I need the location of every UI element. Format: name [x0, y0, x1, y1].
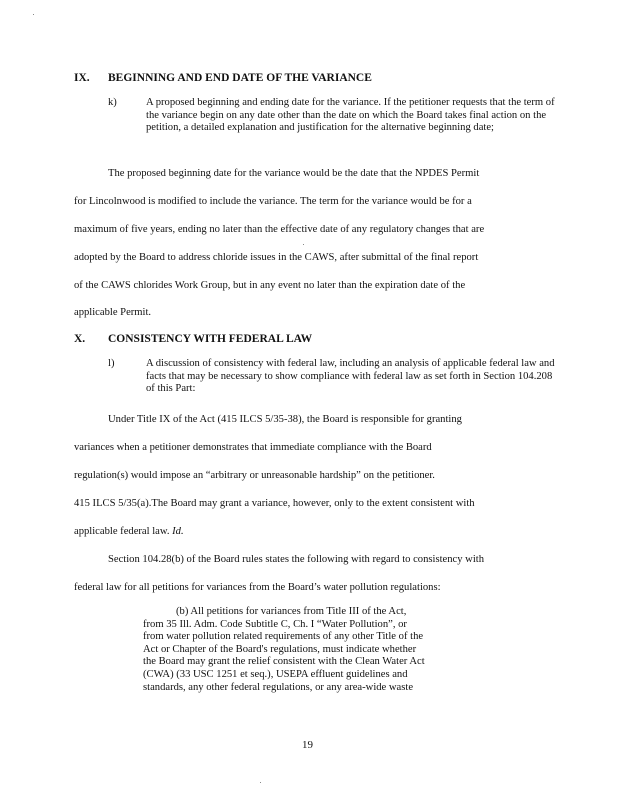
x-para1-line-1: Under Title IX of the Act (415 ILCS 5/35-38), the Board is responsible for granting — [108, 414, 462, 425]
page-number: 19 — [302, 739, 313, 751]
x-para2-line-2: federal law for all petitions for variances from the Board’s water pollution regulations: — [74, 582, 441, 593]
x-para2-line-1: Section 104.28(b) of the Board rules states the following with regard to consistency with — [108, 554, 485, 565]
section-x-heading — [74, 333, 312, 345]
ix-para-line-4: adopted by the Board to address chloride issues in the CAWS, after submittal of the final report — [74, 252, 479, 263]
scan-speck — [303, 244, 304, 245]
scan-speck — [260, 782, 261, 783]
quote-line-2: from 35 Ill. Adm. Code Subtitle C, Ch. I “Water Pollution”, or — [143, 618, 407, 630]
x-para1-line-2: variances when a petitioner demonstrates that immediate compliance with the Board — [74, 442, 432, 453]
section-ix-number: IX. — [74, 72, 90, 84]
item-k-text: A proposed beginning and ending date for the variance. If the petitioner requests that the term of the variance begin on any date other than the date on which the Board takes final action on the petition, a detailed explanation and justification for the alternative beginning date; — [146, 97, 555, 133]
item-k-letter: k) — [108, 97, 117, 108]
quote-line-6: (CWA) (33 USC 1251 et seq.), USEPA effluent guidelines and — [143, 668, 408, 680]
item-l-letter: l) — [108, 358, 115, 369]
quote-line-3: from water pollution related requirements of any other Title of the — [143, 631, 424, 643]
block-quote — [143, 606, 473, 694]
x-para1-line-5 — [74, 526, 184, 537]
item-l-text: A discussion of consistency with federal law, including an analysis of applicable federal law and facts that may be necessary to show compliance with federal law as set forth in Section 104.208 of this Part: — [146, 358, 555, 394]
quote-line-5: the Board may grant the relief consistent with the Clean Water Act — [143, 656, 425, 668]
id-citation: Id. — [172, 526, 184, 537]
quote-line-4: Act or Chapter of the Board's regulations, must indicate whether — [143, 643, 417, 655]
ix-para-line-5: of the CAWS chlorides Work Group, but in any event no later than the expiration date of the — [74, 280, 466, 291]
ix-para-line-6: applicable Permit. — [74, 307, 152, 318]
x-para1-line-4: 415 ILCS 5/35(a).The Board may grant a variance, however, only to the extent consistent with — [74, 498, 475, 509]
section-x-title: CONSISTENCY WITH FEDERAL LAW — [108, 333, 313, 345]
x-para1-line-5-text: applicable federal law. — [74, 526, 173, 537]
section-x-number: X. — [74, 333, 86, 345]
section-ix-title: BEGINNING AND END DATE OF THE VARIANCE — [108, 72, 372, 84]
quote-line-1: (b) All petitions for variances from Title III of the Act, — [176, 606, 407, 617]
ix-para-line-2: for Lincolnwood is modified to include the variance. The term for the variance would be for a — [74, 196, 472, 207]
x-para1-line-3: regulation(s) would impose an “arbitrary or unreasonable hardship” on the petitioner. — [74, 470, 435, 481]
section-ix-heading — [74, 72, 372, 84]
ix-para-line-1: The proposed beginning date for the variance would be the date that the NPDES Permit — [108, 168, 480, 179]
scan-speck — [33, 14, 34, 15]
ix-para-line-3: maximum of five years, ending no later than the effective date of any regulatory changes that are — [74, 224, 485, 235]
quote-line-7: standards, any other federal regulations, or any area-wide waste — [143, 681, 414, 693]
